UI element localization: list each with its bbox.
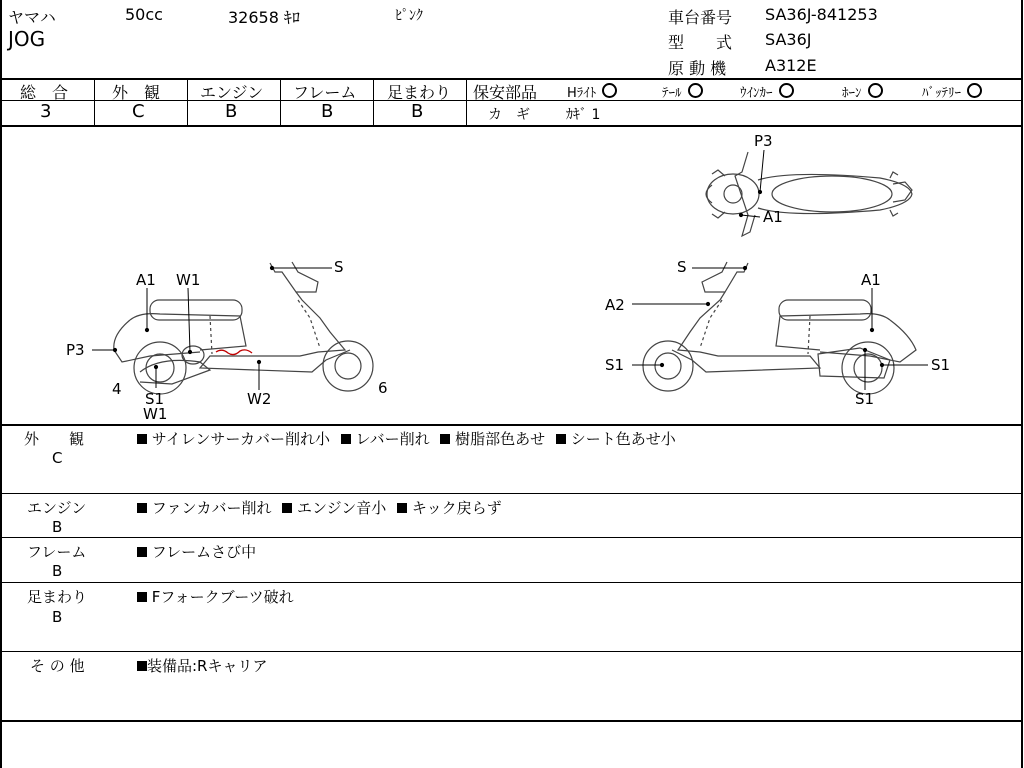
label-right-a1: A1 <box>861 271 881 289</box>
engine-value: A312E <box>765 56 817 75</box>
bullet-icon <box>137 592 147 602</box>
type-label: 型 式 <box>668 33 733 52</box>
remark-frame-grade: B <box>52 562 63 580</box>
label-left-s: S <box>334 258 344 276</box>
frame-no-value: SA36J-841253 <box>765 5 878 24</box>
mileage-text: 32658 ｷﾛ <box>228 8 300 27</box>
label-left-4: 4 <box>112 380 122 398</box>
label-right-s1b: S1 <box>931 356 951 374</box>
remark-frame-items: フレームさび中 <box>137 541 256 562</box>
engine-label: 原 動 機 <box>668 59 727 78</box>
grade-suspension-value: B <box>411 101 424 122</box>
rule-remarks-3 <box>0 582 1023 583</box>
label-left-w1: W1 <box>176 271 201 289</box>
ok-circle-icon <box>967 83 982 98</box>
bullet-icon <box>137 547 147 557</box>
label-left-s1: S1 <box>145 390 165 408</box>
remark-engine-grade: B <box>52 518 63 536</box>
grade-total-value: 3 <box>40 101 52 122</box>
safety-item-winker: ｳｲﾝｶｰ <box>740 82 794 101</box>
vline-3 <box>280 78 281 126</box>
label-right-a2: A2 <box>605 296 625 314</box>
top-view-scooter <box>706 152 912 236</box>
remark-other-items: 装備品:Rキャリア <box>137 655 267 676</box>
remark-suspension-grade: B <box>52 608 63 626</box>
label-left-p3: P3 <box>66 341 85 359</box>
label-left-w1b: W1 <box>143 405 168 423</box>
remark-frame-label: フレーム <box>27 543 87 561</box>
label-right-s: S <box>677 258 687 276</box>
color-text: ﾋﾟﾝｸ <box>395 8 423 24</box>
frame-no-label: 車台番号 <box>668 8 733 27</box>
bullet-icon <box>556 434 566 444</box>
key-label: カ ギ <box>488 107 530 123</box>
remark-suspension-label: 足まわり <box>27 588 88 606</box>
safety-item-tail: ﾃｰﾙ <box>662 82 703 101</box>
vline-4 <box>373 78 374 126</box>
remark-exterior-label: 外 観 <box>24 430 85 448</box>
remark-exterior-grade: C <box>52 449 63 467</box>
ok-circle-icon <box>602 83 617 98</box>
safety-label: 保安部品 <box>473 83 538 102</box>
bullet-icon <box>397 503 407 513</box>
label-left-6: 6 <box>378 379 388 397</box>
label-right-s1a: S1 <box>605 356 625 374</box>
label-top-a1: A1 <box>763 208 783 226</box>
type-value: SA36J <box>765 30 812 49</box>
bullet-icon <box>137 434 147 444</box>
rule-remarks-4 <box>0 651 1023 652</box>
bullet-icon <box>137 503 147 513</box>
vline-2 <box>187 78 188 126</box>
bullet-icon <box>282 503 292 513</box>
rule-remarks-1 <box>0 493 1023 494</box>
remark-suspension-items: Fフォークブーツ破れ <box>137 586 294 607</box>
key-value: ｶｷﾞ 1 <box>566 107 601 123</box>
remark-engine-label: エンジン <box>27 499 87 517</box>
bullet-icon <box>137 661 147 671</box>
displacement-text: 50cc <box>125 5 163 24</box>
label-right-s1c: S1 <box>855 390 875 408</box>
remark-other-label: そ の 他 <box>30 657 85 675</box>
model-text: JOG <box>8 27 46 51</box>
label-top-p3: P3 <box>754 132 773 150</box>
maker-text: ヤマハ <box>8 8 56 27</box>
safety-item-battery: ﾊﾞｯﾃﾘｰ <box>922 82 982 101</box>
ok-circle-icon <box>779 83 794 98</box>
grade-engine-value: B <box>225 101 238 122</box>
safety-item-horn: ﾎｰﾝ <box>842 82 883 101</box>
label-left-w2: W2 <box>247 390 272 408</box>
rule-remarks-2 <box>0 537 1023 538</box>
ok-circle-icon <box>868 83 883 98</box>
remark-exterior-items: サイレンサーカバー削れ小 レバー削れ 樹脂部色あせ シート色あせ小 <box>137 428 676 449</box>
bullet-icon <box>341 434 351 444</box>
bullet-icon <box>440 434 450 444</box>
grade-exterior-label: 外 観 <box>112 83 161 102</box>
grade-suspension-label: 足まわり <box>387 83 452 102</box>
vline-1 <box>94 78 95 126</box>
grade-frame-value: B <box>321 101 334 122</box>
ok-circle-icon <box>688 83 703 98</box>
grade-engine-label: エンジン <box>200 83 264 102</box>
safety-item-headlight: Hﾗｲﾄ <box>567 82 617 101</box>
label-left-a1: A1 <box>136 271 156 289</box>
damage-scratch-mark <box>216 350 252 355</box>
rule-remarks-5 <box>0 720 1023 722</box>
remark-engine-items: ファンカバー削れ エンジン音小 キック戻らず <box>137 497 502 518</box>
grade-total-label: 総 合 <box>20 83 69 102</box>
rule-remarks-top <box>0 424 1023 426</box>
vline-5 <box>466 78 467 126</box>
grade-frame-label: フレーム <box>293 83 357 102</box>
grade-exterior-value: C <box>132 101 145 122</box>
